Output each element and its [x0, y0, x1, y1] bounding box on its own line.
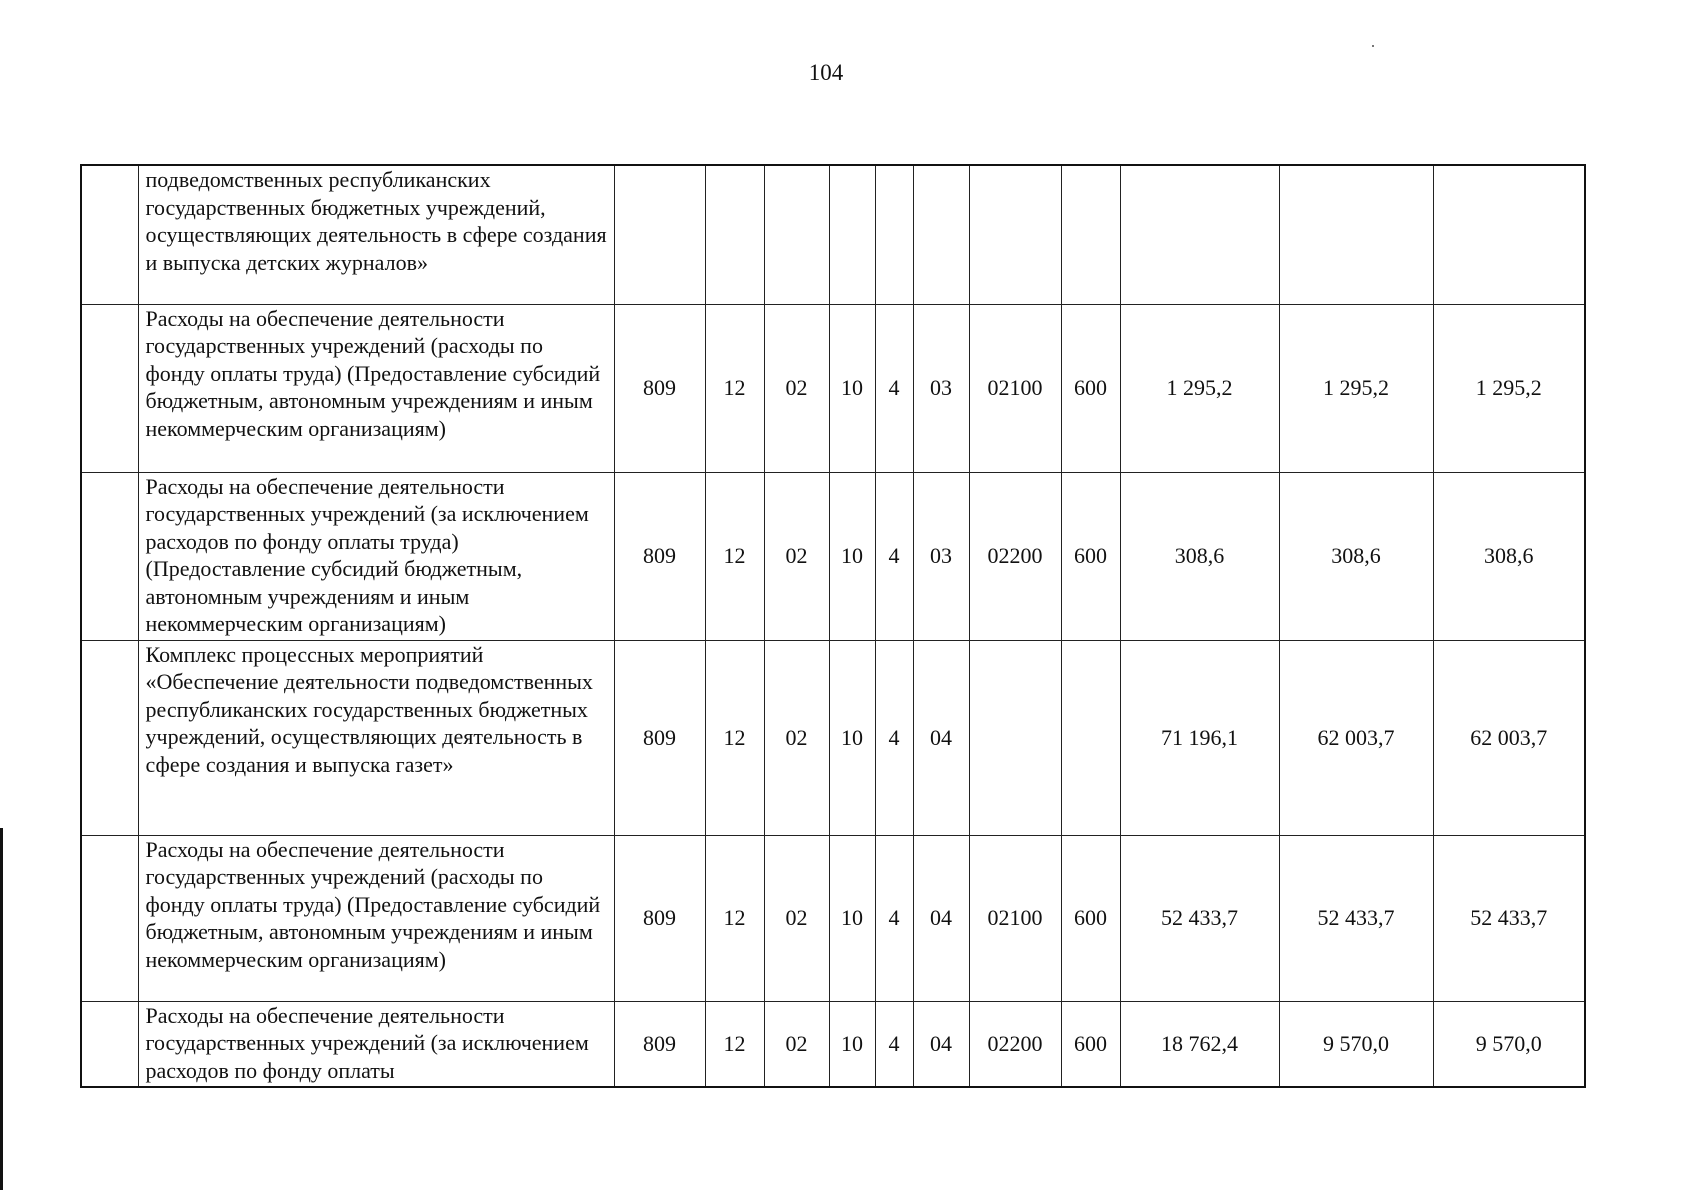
- section-code-cell: 12: [705, 472, 764, 640]
- description-cell: Комплекс процессных мероприятий «Обеспечение деятельности подведомственных республиканских государственных бюджетных учреждений, осуществляющих деятельность в сфере создания и выпуска газет»: [138, 640, 614, 835]
- expense-type-cell: 600: [1061, 472, 1120, 640]
- subsection-code-cell: 02: [764, 304, 829, 472]
- scan-binding-edge: [0, 828, 3, 1190]
- amount-year2-cell: 9 570,0: [1279, 1001, 1433, 1087]
- amount-year3-cell: 9 570,0: [1433, 1001, 1585, 1087]
- amount-year1-cell: 1 295,2: [1120, 304, 1279, 472]
- row-number-cell: [81, 640, 138, 835]
- subsection-code-cell: [764, 165, 829, 304]
- amount-year2-cell: [1279, 165, 1433, 304]
- structure-element-cell: 03: [913, 304, 969, 472]
- table-row: [81, 472, 1585, 640]
- row-number-cell: [81, 472, 138, 640]
- program-code-cell: 10: [829, 640, 875, 835]
- program-code-cell: 10: [829, 835, 875, 1001]
- amount-year3-cell: 52 433,7: [1433, 835, 1585, 1001]
- expense-type-cell: 600: [1061, 1001, 1120, 1087]
- description-cell: Расходы на обеспечение деятельности государственных учреждений (за исключением расходов по фонду оплаты труда) (Предоставление субсидий бюджетным, автономным учреждениям и иным некоммерческим организациям): [138, 472, 614, 640]
- table-row: [81, 304, 1585, 472]
- amount-year2-cell: 1 295,2: [1279, 304, 1433, 472]
- table-row: [81, 835, 1585, 1001]
- program-code-cell: [829, 165, 875, 304]
- program-type-cell: 4: [875, 640, 913, 835]
- amount-year3-cell: 1 295,2: [1433, 304, 1585, 472]
- ministry-code-cell: 809: [614, 640, 705, 835]
- expense-type-cell: 600: [1061, 835, 1120, 1001]
- expense-type-cell: [1061, 640, 1120, 835]
- structure-element-cell: 04: [913, 835, 969, 1001]
- section-code-cell: 12: [705, 640, 764, 835]
- program-type-cell: 4: [875, 835, 913, 1001]
- subsection-code-cell: 02: [764, 472, 829, 640]
- budget-table-container: [80, 164, 1586, 1088]
- program-type-cell: 4: [875, 304, 913, 472]
- amount-year1-cell: 18 762,4: [1120, 1001, 1279, 1087]
- ministry-code-cell: 809: [614, 835, 705, 1001]
- row-number-cell: [81, 835, 138, 1001]
- row-number-cell: [81, 1001, 138, 1087]
- row-number-cell: [81, 165, 138, 304]
- program-code-cell: 10: [829, 472, 875, 640]
- section-code-cell: [705, 165, 764, 304]
- amount-year3-cell: 62 003,7: [1433, 640, 1585, 835]
- description-cell: Расходы на обеспечение деятельности государственных учреждений (за исключением расходов по фонду оплаты: [138, 1001, 614, 1087]
- section-code-cell: 12: [705, 304, 764, 472]
- amount-year3-cell: [1433, 165, 1585, 304]
- subsection-code-cell: 02: [764, 835, 829, 1001]
- page-number: 104: [808, 60, 844, 85]
- section-code-cell: 12: [705, 835, 764, 1001]
- program-type-cell: [875, 165, 913, 304]
- row-number-cell: [81, 304, 138, 472]
- direction-code-cell: 02200: [969, 1001, 1061, 1087]
- scan-speck: [1372, 45, 1374, 47]
- subsection-code-cell: 02: [764, 640, 829, 835]
- direction-code-cell: [969, 165, 1061, 304]
- structure-element-cell: [913, 165, 969, 304]
- ministry-code-cell: 809: [614, 472, 705, 640]
- amount-year2-cell: 308,6: [1279, 472, 1433, 640]
- direction-code-cell: 02100: [969, 835, 1061, 1001]
- amount-year1-cell: 71 196,1: [1120, 640, 1279, 835]
- description-cell: Расходы на обеспечение деятельности государственных учреждений (расходы по фонду оплаты труда) (Предоставление субсидий бюджетным, автономным учреждениям и иным некоммерческим организациям): [138, 835, 614, 1001]
- structure-element-cell: 04: [913, 1001, 969, 1087]
- amount-year1-cell: 52 433,7: [1120, 835, 1279, 1001]
- program-code-cell: 10: [829, 304, 875, 472]
- program-type-cell: 4: [875, 1001, 913, 1087]
- expense-type-cell: [1061, 165, 1120, 304]
- amount-year2-cell: 52 433,7: [1279, 835, 1433, 1001]
- table-row: [81, 640, 1585, 835]
- table-row: [81, 165, 1585, 304]
- program-type-cell: 4: [875, 472, 913, 640]
- expense-type-cell: 600: [1061, 304, 1120, 472]
- description-cell: Расходы на обеспечение деятельности государственных учреждений (расходы по фонду оплаты труда) (Предоставление субсидий бюджетным, автономным учреждениям и иным некоммерческим организациям): [138, 304, 614, 472]
- amount-year2-cell: 62 003,7: [1279, 640, 1433, 835]
- direction-code-cell: 02200: [969, 472, 1061, 640]
- description-cell: подведомственных республиканских государственных бюджетных учреждений, осуществляющих деятельность в сфере создания и выпуска детских журналов»: [138, 165, 614, 304]
- table-row: [81, 1001, 1585, 1087]
- subsection-code-cell: 02: [764, 1001, 829, 1087]
- direction-code-cell: [969, 640, 1061, 835]
- program-code-cell: 10: [829, 1001, 875, 1087]
- amount-year3-cell: 308,6: [1433, 472, 1585, 640]
- ministry-code-cell: [614, 165, 705, 304]
- ministry-code-cell: 809: [614, 304, 705, 472]
- amount-year1-cell: 308,6: [1120, 472, 1279, 640]
- direction-code-cell: 02100: [969, 304, 1061, 472]
- amount-year1-cell: [1120, 165, 1279, 304]
- section-code-cell: 12: [705, 1001, 764, 1087]
- budget-table: [80, 164, 1586, 1088]
- structure-element-cell: 03: [913, 472, 969, 640]
- structure-element-cell: 04: [913, 640, 969, 835]
- ministry-code-cell: 809: [614, 1001, 705, 1087]
